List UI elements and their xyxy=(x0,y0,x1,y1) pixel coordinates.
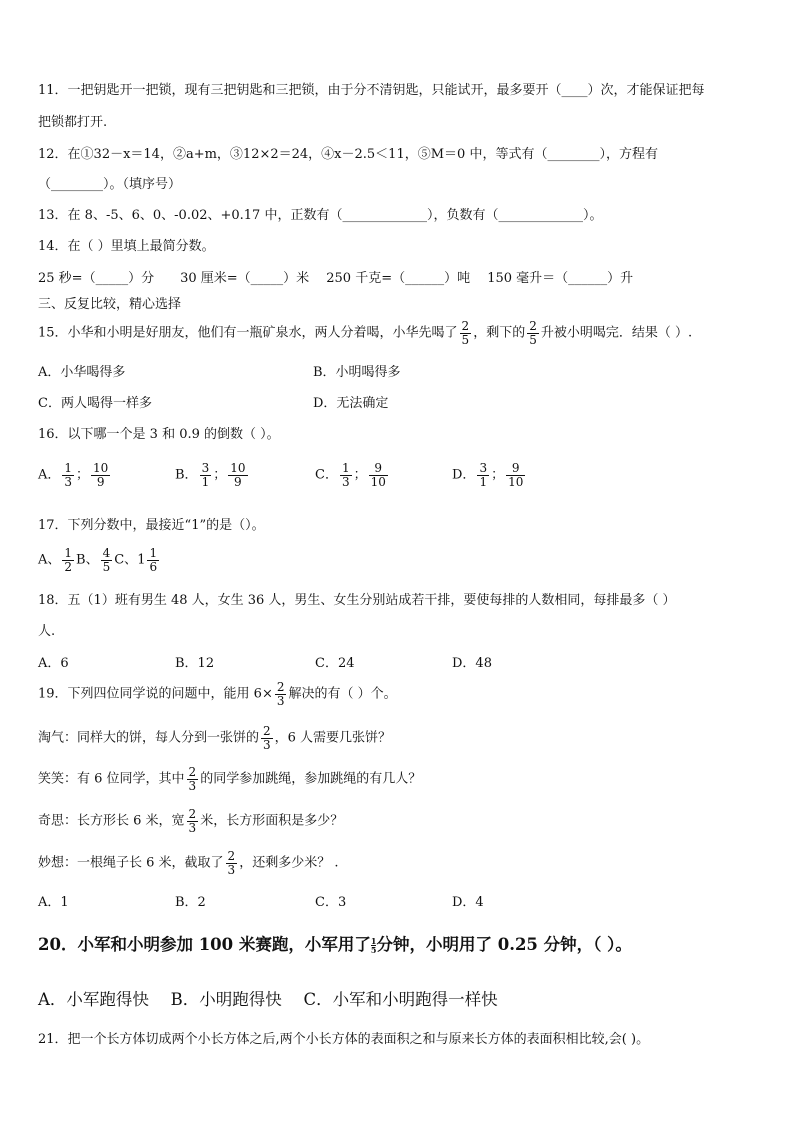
q15-option-c: C．两人喝得一样多 xyxy=(38,396,152,411)
q21-line1: 21．把一个长方体切成两个小长方体之后,两个小长方体的表面积之和与原来长方体的表面积相比较,会( )。 xyxy=(38,1032,650,1047)
q11-line1: 11．一把钥匙开一把锁，现有三把钥匙和三把锁，由于分不清钥匙，只能试开，最多要开（____）次，才能保证把每 xyxy=(38,83,705,98)
q18-line2: 人. xyxy=(38,624,56,639)
q19-statement-3: 奇思：长方形长 6 米，宽 $\frac{2}{3}$ 米，长方形面积是多少？ xyxy=(38,807,344,835)
q19-statement-1: 淘气：同样大的饼，每人分到一张饼的 $\frac{2}{3}$ ，6 人需要几张饼？ xyxy=(38,724,392,752)
q15-option-a: A．小华喝得多 xyxy=(38,365,126,380)
q15-stem: 15．小华和小明是好朋友，他们有一瓶矿泉水，两人分着喝，小华先喝了 $\frac{2}{5}$ ，剩下的 $\frac{2}{5}$ 升被小明喝完．结果（ ）. xyxy=(38,319,693,347)
q16-stem: 16．以下哪一个是 3 和 0.9 的倒数（ ）。 xyxy=(38,427,280,442)
q16-option-b: B． $\frac{3}{1}$ ； $\frac{10}{9}$ xyxy=(175,461,246,489)
q19-option-b: B．2 xyxy=(175,895,206,910)
section-3-heading: 三、反复比较，精心选择 xyxy=(38,297,182,312)
q19-option-d: D．4 xyxy=(452,895,484,910)
q12-line1: 12．在①32－x＝14，②a+m，③12×2＝24，④x－2.5＜11，⑤M＝0 中，等式有（________），方程有 xyxy=(38,147,658,162)
q18-option-d: D．48 xyxy=(452,656,492,671)
q17-stem: 17．下列分数中，最接近“1”的是（）。 xyxy=(38,518,265,533)
q14-line1: 14．在（ ）里填上最简分数。 xyxy=(38,239,215,254)
q19-option-a: A．1 xyxy=(38,895,69,910)
q18-option-c: C．24 xyxy=(315,656,355,671)
q13-line1: 13．在 8、-5、6、0、-0.02、+0.17 中，正数有（_____________），负数有（_____________）。 xyxy=(38,208,603,223)
q15-frac1: $\frac{2}{5}$ xyxy=(461,319,470,347)
q16-option-a: A． $\frac{1}{3}$ ； $\frac{10}{9}$ xyxy=(38,461,109,489)
q17-options: A、 $\frac{1}{2}$ B、 $\frac{4}{5}$ C、1 $\frac{1}{6}$ xyxy=(38,546,158,574)
q16-option-c: C． $\frac{1}{3}$ ； $\frac{9}{10}$ xyxy=(315,461,386,489)
q18-option-b: B．12 xyxy=(175,656,215,671)
q11-line2: 把锁都打开. xyxy=(38,115,108,130)
q19-statement-2: 笑笑：有 6 位同学，其中 $\frac{2}{3}$ 的同学参加跳绳，参加跳绳的有几人？ xyxy=(38,765,422,793)
q15-option-d: D．无法确定 xyxy=(313,396,389,411)
q12-line2: （________）。（填序号） xyxy=(38,177,182,192)
q19-statement-4: 妙想：一根绳子长 6 米，截取了 $\frac{2}{3}$ ，还剩多少米？ . xyxy=(38,849,339,877)
q16-option-d: D． $\frac{3}{1}$ ； $\frac{9}{10}$ xyxy=(452,461,524,489)
q19-stem: 19．下列四位同学说的问题中，能用 6× $\frac{2}{3}$ 解决的有（ ）个。 xyxy=(38,680,397,708)
q15-frac2: $\frac{2}{5}$ xyxy=(529,319,537,347)
q18-line1: 18．五（1）班有男生 48 人，女生 36 人，男生、女生分别站成若干排，要使每排的人数相同，每排最多（ ） xyxy=(38,593,676,608)
q15-option-b: B．小明喝得多 xyxy=(313,365,401,380)
q14-line2: 25 秒=（_____）分 30 厘米=（_____）米 250 千克=（______）吨 150 毫升＝（______）升 xyxy=(38,271,634,286)
q18-option-a: A．6 xyxy=(38,656,69,671)
q20-options: A．小军跑得快 B．小明跑得快 C．小军和小明跑得一样快 xyxy=(38,990,498,1009)
q19-option-c: C．3 xyxy=(315,895,347,910)
q20-stem: 20．小军和小明参加 100 米赛跑，小军用了 $\frac{1}{5}$ 分钟，小明用了 0.25 分钟，（ ）。 xyxy=(38,935,632,955)
